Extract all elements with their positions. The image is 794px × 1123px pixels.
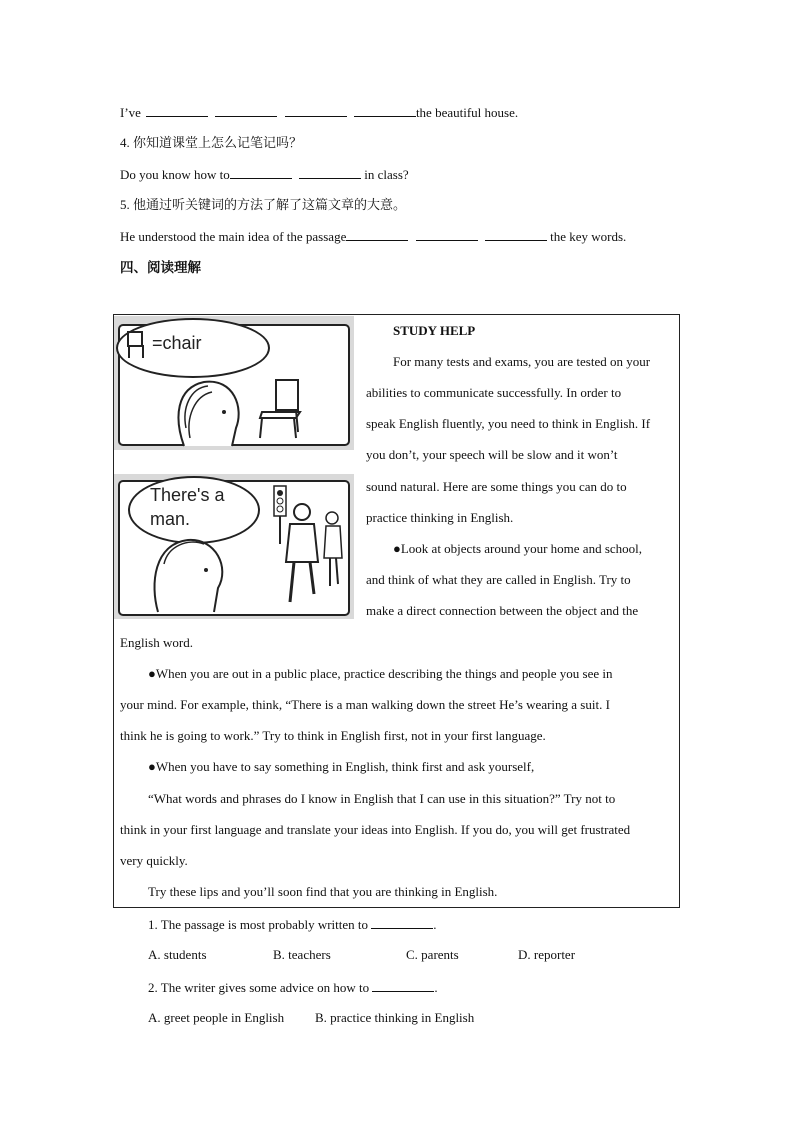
answer-blank[interactable] [230,166,292,179]
passage-line: ●When you have to say something in English, think first and ask yourself, [148,759,535,774]
passage-title: STUDY HELP [393,323,476,338]
answer-blank[interactable] [146,104,208,117]
answer-blank[interactable] [285,104,347,117]
passage-line: practice thinking in English. [366,510,514,525]
question-2-stem: 2. The writer gives some advice on how to [148,980,370,995]
answer-blank[interactable] [299,166,361,179]
passage-line: sound natural. Here are some things you can do to [366,479,627,494]
question-4-chinese: 4. 你知道课堂上怎么记笔记吗？ [120,135,303,150]
question-1-option-c[interactable]: C. parents [406,947,459,962]
answer-blank[interactable] [372,979,434,992]
passage-line: “What words and phrases do I know in English that I can use in this situation?” Try not to [148,791,616,806]
q5-text-after: the key words. [550,229,627,244]
passage-line: speak English fluently, you need to think in English. If [366,416,651,431]
passage-line: ●When you are out in a public place, practice describing the things and people you see in [148,666,613,681]
passage-line: think he is going to work.” Try to think in English first, not in your first language. [120,728,546,743]
section-heading: 四、阅读理解 [120,260,201,275]
small-chair-icon [124,330,150,360]
answer-blank[interactable] [485,228,547,241]
fill-in-line-3 [120,104,518,121]
passage-line: ●Look at objects around your home and school, [393,541,643,556]
question-5-english [120,228,626,245]
passage-line: and think of what they are called in English. Try to [366,572,631,587]
answer-blank[interactable] [416,228,478,241]
q5-text-before: He understood the main idea of the passage [120,229,347,244]
answer-blank[interactable] [346,228,408,241]
bubble-man-line1: There's a [150,485,225,505]
bubble-man-line2: man. [150,509,191,529]
passage-line: English word. [120,635,193,650]
chair-icon [256,376,306,440]
passage-line: For many tests and exams, you are tested on your [393,354,651,369]
q4-text-before: Do you know how to [120,167,230,182]
illustration-panel-chair [114,316,354,450]
boy-head-icon [144,524,234,614]
passage-line: think in your first language and translate your ideas into English. If you do, you will get frustrated [120,822,631,837]
q4-text-after: in class? [364,167,409,182]
walking-man-icon [274,498,350,614]
question-2-option-a[interactable]: A. greet people in English [148,1010,285,1025]
passage-line: you don’t, your speech will be slow and it won’t [366,447,618,462]
illustration-panel-man [114,474,354,619]
line3-text-before: I’ve [120,105,141,120]
answer-blank[interactable] [354,104,416,117]
answer-blank[interactable] [371,916,433,929]
answer-blank[interactable] [215,104,277,117]
question-1-option-a[interactable]: A. students [148,947,207,962]
question-1-stem: 1. The passage is most probably written to [148,917,369,932]
question-1: 1. The passage is most probably written to . [148,917,437,932]
passage-line: your mind. For example, think, “There is a man walking down the street He’s wearing a suit. I [120,697,610,712]
passage-line: make a direct connection between the object and the [366,603,639,618]
question-4-english [120,166,409,183]
question-5-chinese: 5. 他通过听关键词的方法了解了这篇文章的大意。 [120,197,407,212]
question-2: 2. The writer gives some advice on how to . [148,980,438,995]
question-1-option-d[interactable]: D. reporter [518,947,576,962]
question-2-option-b[interactable]: B. practice thinking in English [315,1010,475,1025]
bubble-chair-text: =chair [152,333,202,353]
woman-head-icon [164,368,254,448]
passage-line: Try these lips and you’ll soon find that you are thinking in English. [148,884,498,899]
question-1-option-b[interactable]: B. teachers [273,947,331,962]
passage-line: very quickly. [120,853,188,868]
line3-text-after: the beautiful house. [415,105,519,120]
passage-line: abilities to communicate successfully. In order to [366,385,622,400]
